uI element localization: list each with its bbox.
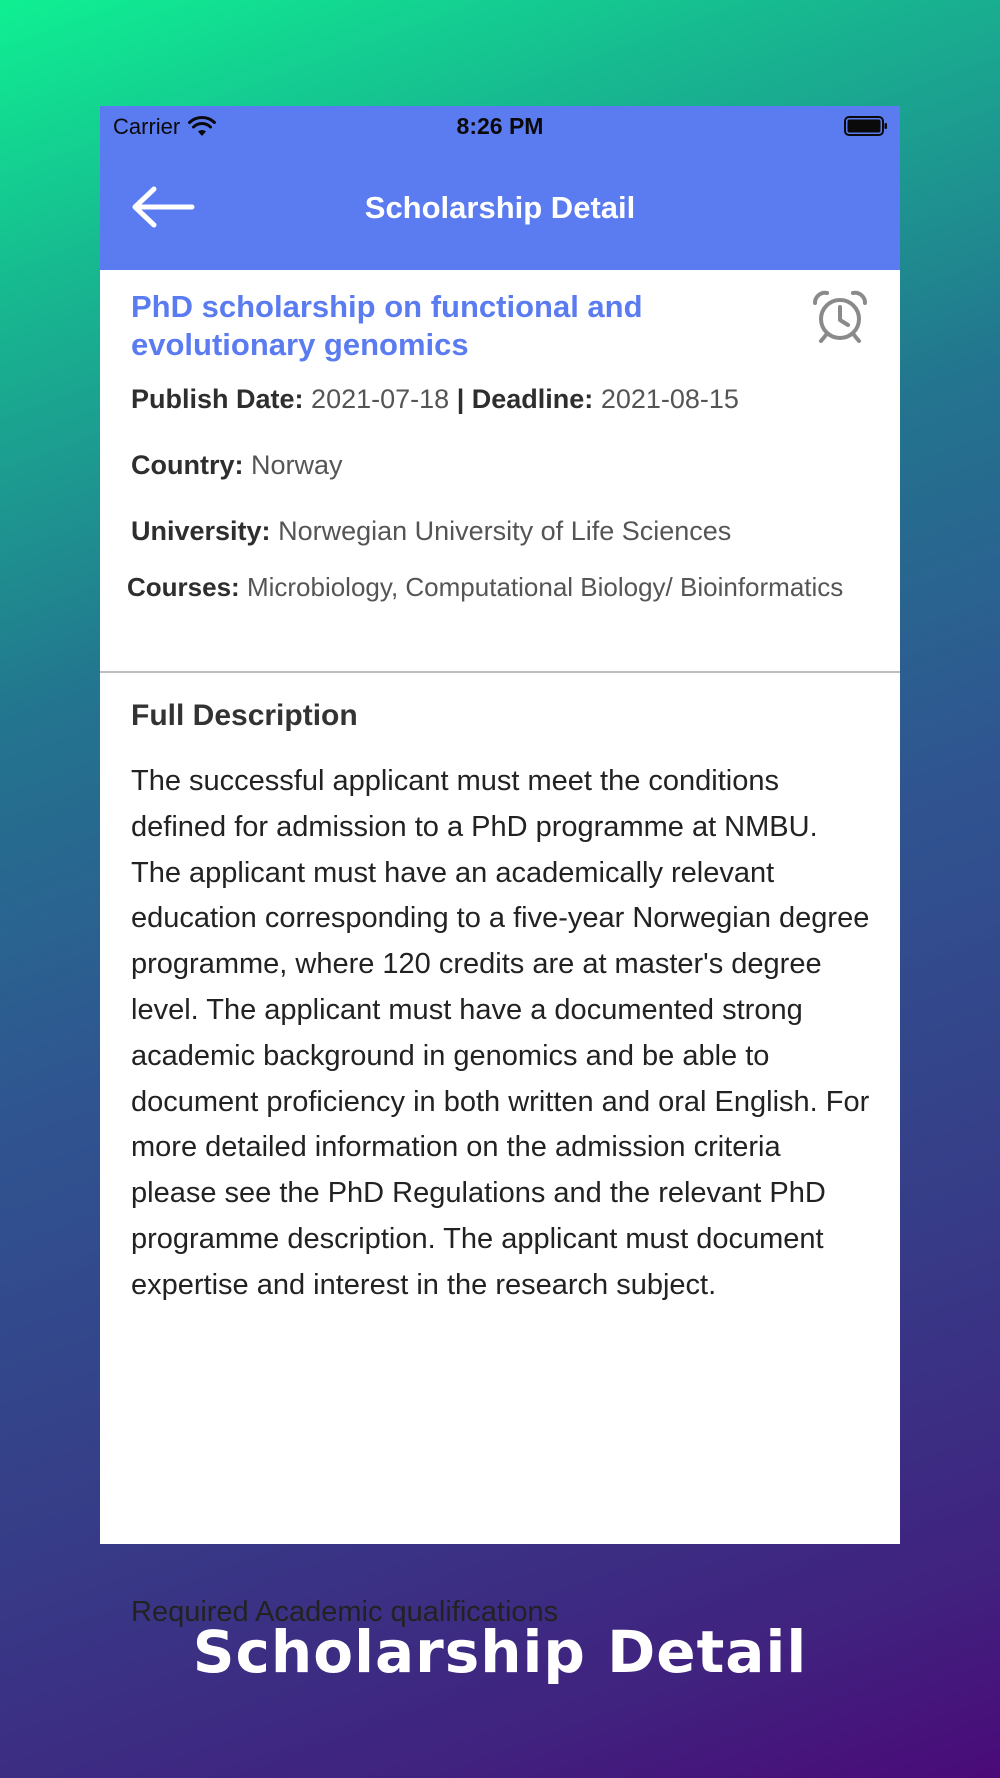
nav-bar bbox=[100, 146, 900, 270]
date-separator: | bbox=[456, 384, 465, 414]
page-title: Scholarship Detail bbox=[364, 190, 636, 225]
phone-screen bbox=[100, 106, 900, 1628]
status-bar bbox=[100, 106, 900, 146]
publish-date-label: Publish Date: bbox=[131, 384, 304, 414]
alarm-clock-icon bbox=[810, 290, 870, 344]
courses-label: Courses: bbox=[127, 572, 240, 602]
battery-icon bbox=[844, 116, 888, 136]
reminder-button[interactable] bbox=[810, 290, 870, 344]
status-time: 8:26 PM bbox=[456, 113, 544, 139]
university-row bbox=[131, 514, 876, 548]
university-value: Norwegian University of Life Sciences bbox=[278, 516, 732, 546]
country-label: Country: bbox=[131, 450, 244, 480]
section-divider bbox=[100, 671, 900, 673]
description-subheading: Required Academic qualifications bbox=[131, 1596, 559, 1628]
promo-caption: Scholarship Detail bbox=[192, 1618, 808, 1686]
dates-row bbox=[131, 382, 876, 416]
university-label: University: bbox=[131, 516, 271, 546]
country-value: Norway bbox=[251, 450, 343, 480]
courses-row bbox=[127, 571, 872, 604]
deadline-label: Deadline: bbox=[471, 384, 594, 414]
description-body: The successful applicant must meet the conditions defined for admission to a PhD programme at NMBU. The applicant must have an academically relevant education corresponding to a five-year Norwegian degree programme, where 120 credits are at master's degree level. The applicant must have a documented strong academic background in genomics and be able to document proficiency in both written and oral English. For more detailed information on the admission criteria please see the PhD Regulations and the relevant PhD programme description. The applicant must document expertise and interest in the research subject. bbox=[131, 765, 870, 1301]
carrier-label: Carrier bbox=[113, 114, 181, 139]
description-heading: Full Description bbox=[131, 699, 358, 732]
country-row bbox=[131, 448, 876, 482]
publish-date-value: 2021-07-18 bbox=[311, 384, 450, 414]
courses-value: Microbiology, Computational Biology/ Bioinformatics bbox=[246, 572, 844, 602]
scholarship-title: PhD scholarship on functional and evolutionary genomics bbox=[131, 289, 643, 362]
deadline-value: 2021-08-15 bbox=[600, 384, 739, 414]
